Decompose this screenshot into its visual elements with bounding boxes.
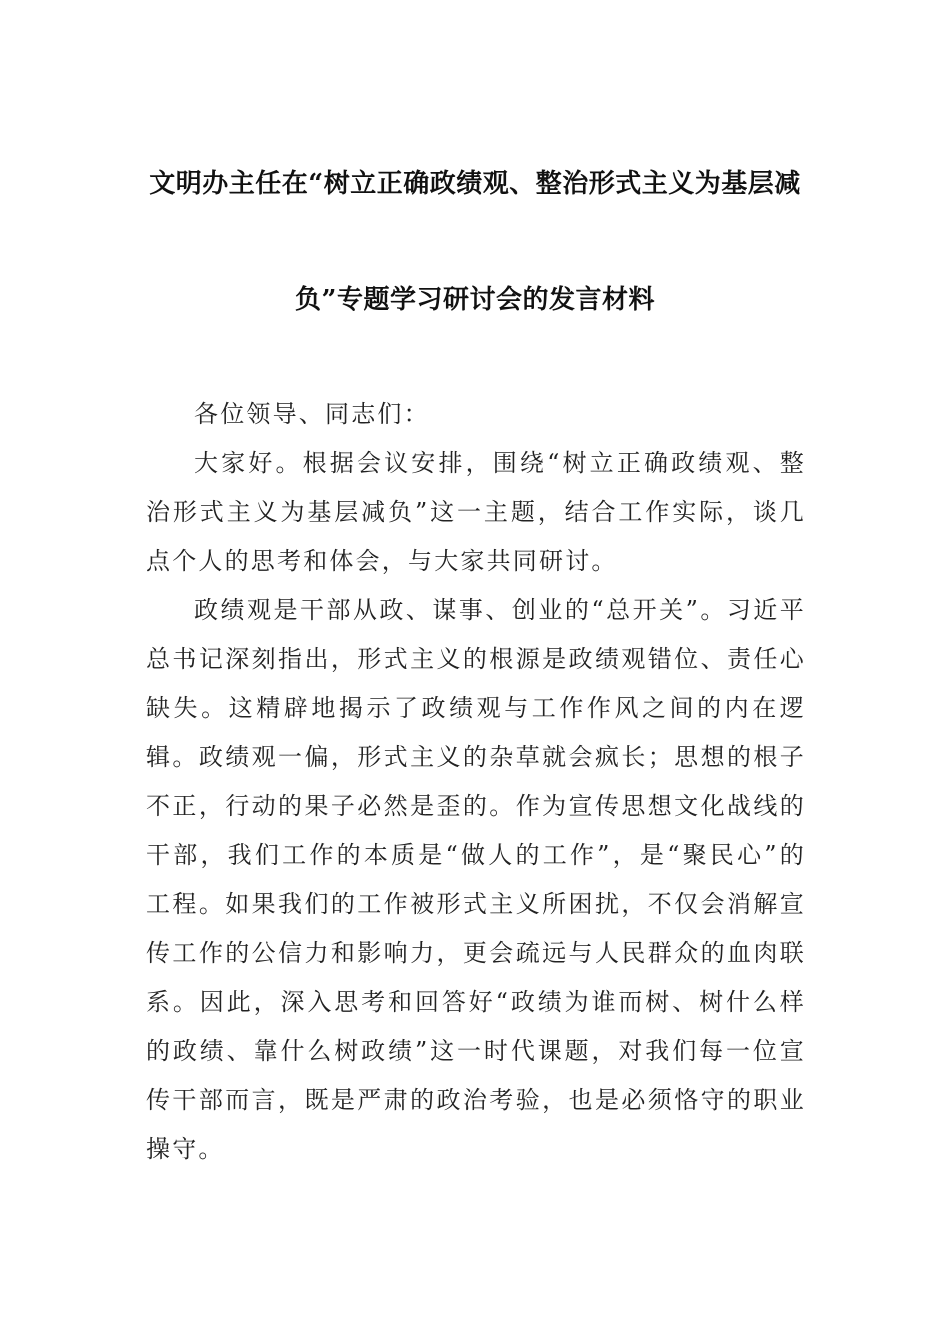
paragraph-political-view: 政绩观是干部从政、谋事、创业的“总开关”。习近平总书记深刻指出，形式主义的根源是政绩观错位、责任心缺失。这精辟地揭示了政绩观与工作作风之间的内在逻辑。政绩观一偏，形式主义的杂草就会疯长；思想的根子不正，行动的果子必然是歪的。作为宣传思想文化战线的干部，我们工作的本质是“做人的工作”，是“聚民心”的工程。如果我们的工作被形式主义所困扰，不仅会消解宣传工作的公信力和影响力，更会疏远与人民群众的血肉联系。因此，深入思考和回答好“政绩为谁而树、树什么样的政绩、靠什么树政绩”这一时代课题，对我们每一位宣传干部而言，既是严肃的政治考验，也是必须恪守的职业操守。 — [146, 596, 806, 1163]
document-body — [146, 390, 806, 1174]
title-line-2: 负”专题学习研讨会的发言材料 — [295, 285, 655, 315]
paragraph-opening: 大家好。根据会议安排，围绕“树立正确政绩观、整治形式主义为基层减负”这一主题，结合工作实际，谈几点个人的思考和体会，与大家共同研讨。 — [146, 449, 806, 575]
document-title — [0, 160, 950, 324]
salutation: 各位领导、同志们： — [194, 400, 430, 428]
title-line-1: 文明办主任在“树立正确政绩观、整治形式主义为基层减 — [149, 169, 801, 199]
